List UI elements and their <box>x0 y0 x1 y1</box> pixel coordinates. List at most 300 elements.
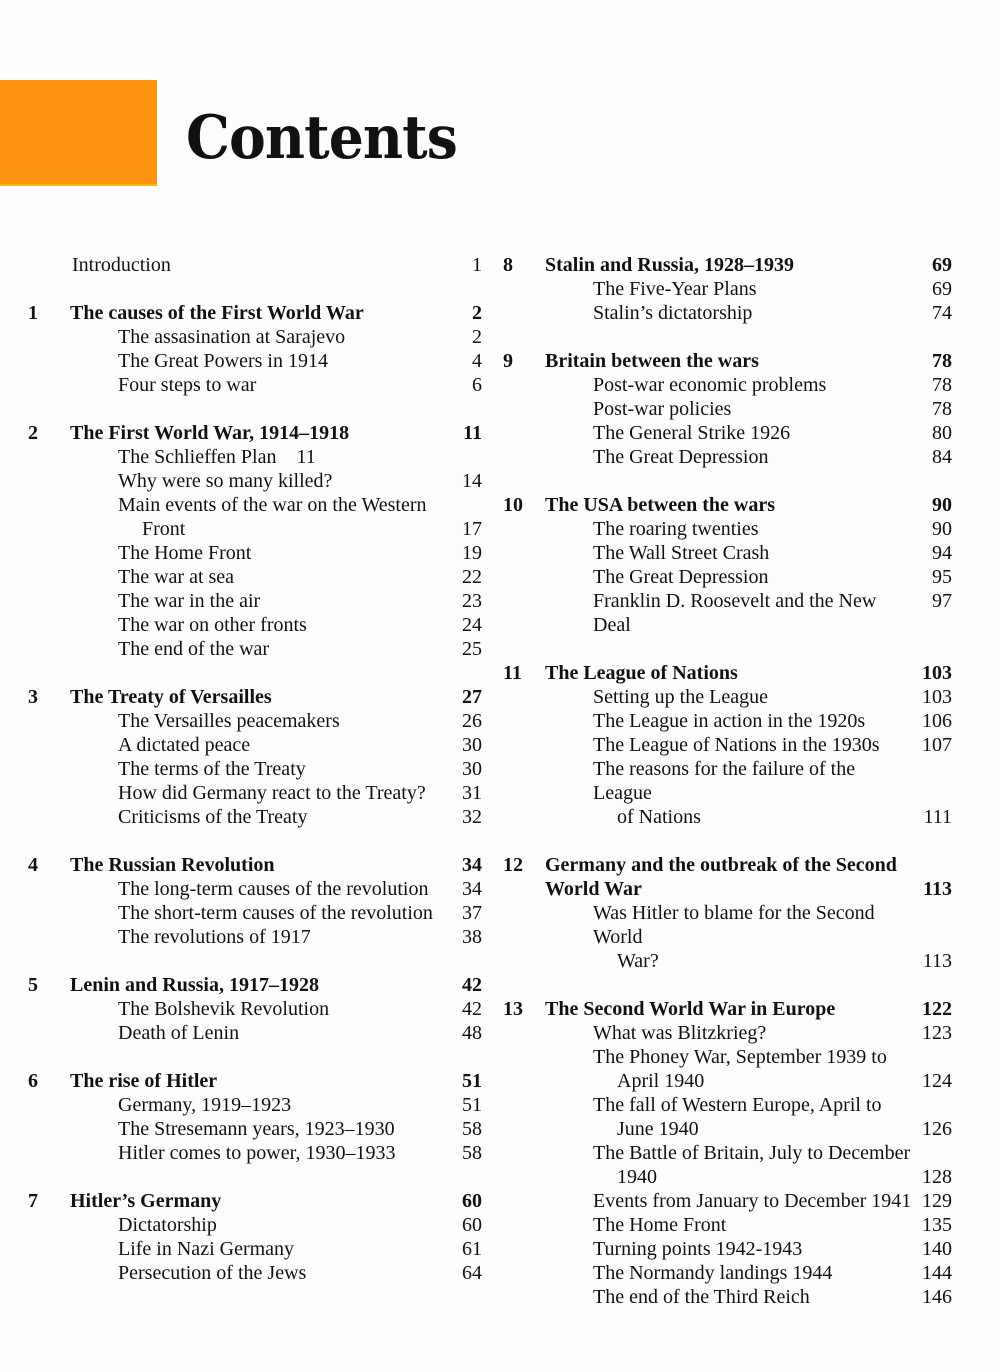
section-entry[interactable] <box>497 301 952 325</box>
section-entry[interactable] <box>22 925 482 949</box>
chapter-title: The Treaty of Versailles <box>70 686 272 708</box>
section-entry[interactable] <box>22 733 482 757</box>
chapter-title: Germany and the outbreak of the Second <box>545 854 897 876</box>
chapter-number: 5 <box>28 974 38 996</box>
section-entry[interactable] <box>497 1213 952 1237</box>
section-title-text: The reasons for the failure of the League <box>593 758 856 804</box>
section-title <box>545 685 912 709</box>
section-entry[interactable] <box>497 685 952 709</box>
section-entry[interactable] <box>22 1117 482 1141</box>
section-title <box>70 733 442 757</box>
spacer <box>22 373 70 397</box>
section-entry[interactable] <box>22 1213 482 1237</box>
chapter-block <box>22 973 482 1045</box>
section-entry[interactable] <box>22 877 482 901</box>
section-page: 146 <box>922 1286 952 1308</box>
spacer <box>22 1117 70 1141</box>
chapter-page: 42 <box>462 974 482 996</box>
section-title <box>70 781 442 805</box>
section-entry[interactable] <box>497 1093 952 1117</box>
section-title <box>545 421 912 445</box>
chapter-title: Stalin and Russia, 1928–1939 <box>545 254 794 276</box>
chapter-page <box>912 853 952 877</box>
chapter-page: 69 <box>932 254 952 276</box>
section-entry[interactable] <box>22 1021 482 1045</box>
spacer <box>497 949 545 973</box>
chapter-heading[interactable] <box>497 661 952 685</box>
section-title <box>70 373 442 397</box>
section-title-text: The revolutions of 1917 <box>118 926 311 948</box>
section-entry[interactable] <box>22 373 482 397</box>
section-title-text: The Great Powers in 1914 <box>118 350 328 372</box>
section-page: 37 <box>462 902 482 924</box>
section-page <box>442 493 482 517</box>
section-page: 111 <box>923 806 952 828</box>
section-entry-continuation[interactable] <box>497 1165 952 1189</box>
chapter-list-left <box>22 301 482 1285</box>
toc-entry-introduction[interactable] <box>22 253 482 277</box>
section-title <box>545 445 912 469</box>
section-entry[interactable] <box>22 1237 482 1261</box>
section-title-text: The Phoney War, September 1939 to <box>593 1046 887 1068</box>
section-entry[interactable] <box>497 1261 952 1285</box>
orange-accent-block <box>0 80 157 186</box>
chapter-block <box>497 493 952 637</box>
spacer <box>497 301 545 325</box>
section-entry[interactable] <box>497 733 952 757</box>
spacer <box>497 1237 545 1261</box>
section-entry[interactable] <box>22 997 482 1021</box>
section-title-text: The terms of the Treaty <box>118 758 306 780</box>
section-title-text: The war on other fronts <box>118 614 307 636</box>
chapter-heading[interactable] <box>22 853 482 877</box>
section-title <box>545 373 912 397</box>
chapter-block <box>497 997 952 1309</box>
section-page: 58 <box>462 1118 482 1140</box>
chapter-number: 12 <box>503 854 523 876</box>
chapter-heading[interactable] <box>497 349 952 373</box>
spacer <box>22 589 70 613</box>
section-entry[interactable] <box>22 325 482 349</box>
section-title-text: Franklin D. Roosevelt and the New Deal <box>593 590 877 636</box>
spacer <box>497 685 545 709</box>
section-title <box>545 1261 912 1285</box>
section-entry[interactable] <box>22 709 482 733</box>
section-title <box>545 541 912 565</box>
chapter-number: 6 <box>28 1070 38 1092</box>
chapter-page: 78 <box>932 350 952 372</box>
section-entry[interactable] <box>497 1237 952 1261</box>
section-page: 80 <box>932 422 952 444</box>
section-title <box>545 901 912 949</box>
section-entry[interactable] <box>497 1141 952 1165</box>
spacer <box>497 805 545 829</box>
spacer <box>22 757 70 781</box>
section-title-text: The fall of Western Europe, April to <box>593 1094 882 1116</box>
section-entry[interactable] <box>497 565 952 589</box>
section-title-text: The Great Depression <box>593 566 769 588</box>
chapter-page: 103 <box>922 662 952 684</box>
chapter-block <box>497 253 952 325</box>
contents-column-left <box>22 253 482 1309</box>
chapter-block <box>22 853 482 949</box>
chapter-block <box>497 853 952 973</box>
chapter-block <box>22 685 482 829</box>
section-title-text: The League of Nations in the 1930s <box>593 734 880 756</box>
section-title-text: The Schlieffen Plan <box>118 446 277 468</box>
section-title <box>545 1141 912 1165</box>
section-entry-continuation[interactable] <box>497 949 952 973</box>
chapter-page: 60 <box>462 1190 482 1212</box>
spacer <box>497 1021 545 1045</box>
section-entry[interactable] <box>22 445 482 469</box>
section-page: 124 <box>922 1070 952 1092</box>
section-title-text: Persecution of the Jews <box>118 1262 307 1284</box>
spacer <box>497 1045 545 1069</box>
section-title-text: The Versailles peacemakers <box>118 710 340 732</box>
chapter-heading[interactable] <box>497 997 952 1021</box>
spacer <box>22 445 70 469</box>
section-entry[interactable] <box>22 613 482 637</box>
section-entry[interactable] <box>22 1261 482 1285</box>
chapter-number: 7 <box>28 1190 38 1212</box>
section-entry[interactable] <box>22 637 482 661</box>
section-entry[interactable] <box>22 589 482 613</box>
section-page <box>912 1141 952 1165</box>
section-title <box>545 1237 912 1261</box>
section-title-text: The League in action in the 1920s <box>593 710 866 732</box>
section-entry[interactable] <box>22 805 482 829</box>
section-title-text: The Normandy landings 1944 <box>593 1262 833 1284</box>
page-title: Contents <box>186 103 457 173</box>
section-title-text: The Stresemann years, 1923–1930 <box>118 1118 395 1140</box>
section-title <box>70 1093 442 1117</box>
spacer <box>497 1189 545 1213</box>
chapter-number: 2 <box>28 422 38 444</box>
section-entry[interactable] <box>22 541 482 565</box>
chapter-title: The causes of the First World War <box>70 302 364 324</box>
section-title <box>545 733 912 757</box>
section-title-text: The Home Front <box>118 542 252 564</box>
section-page: 2 <box>472 326 482 348</box>
section-page: 126 <box>922 1118 952 1140</box>
section-title <box>545 517 912 541</box>
section-page: 34 <box>462 878 482 900</box>
spacer <box>22 709 70 733</box>
section-title <box>70 1021 442 1045</box>
section-entry-continuation[interactable] <box>497 1069 952 1093</box>
spacer <box>497 373 545 397</box>
section-title-continuation: Front <box>142 518 186 540</box>
section-title <box>70 1141 442 1165</box>
section-page: 140 <box>922 1238 952 1260</box>
chapter-title-continuation: World War <box>545 878 642 900</box>
section-title-text: The end of the Third Reich <box>593 1286 810 1308</box>
section-title <box>70 541 442 565</box>
section-page: 128 <box>922 1166 952 1188</box>
chapter-heading[interactable] <box>22 301 482 325</box>
introduction-page: 1 <box>472 254 482 276</box>
section-entry[interactable] <box>497 589 952 637</box>
spacer <box>22 613 70 637</box>
spacer <box>22 565 70 589</box>
section-page: 6 <box>472 374 482 396</box>
section-entry[interactable] <box>497 1045 952 1069</box>
spacer <box>497 277 545 301</box>
section-entry[interactable] <box>22 901 482 925</box>
spacer <box>22 637 70 661</box>
section-entry[interactable] <box>497 757 952 805</box>
spacer <box>22 877 70 901</box>
section-page: 144 <box>922 1262 952 1284</box>
chapter-block <box>22 421 482 661</box>
chapter-page: 11 <box>463 422 482 444</box>
section-page <box>912 1045 952 1069</box>
section-entry-continuation[interactable] <box>22 517 482 541</box>
chapter-number: 11 <box>503 662 522 684</box>
section-entry[interactable] <box>22 493 482 517</box>
section-page: 135 <box>922 1214 952 1236</box>
section-page: 95 <box>932 566 952 588</box>
section-entry[interactable] <box>497 901 952 949</box>
chapter-heading[interactable] <box>22 1069 482 1093</box>
section-page: 23 <box>462 590 482 612</box>
section-title <box>70 709 442 733</box>
section-entry[interactable] <box>497 1285 952 1309</box>
chapter-title: The First World War, 1914–1918 <box>70 422 350 444</box>
section-title <box>70 589 442 613</box>
section-title <box>545 1189 912 1213</box>
chapter-number: 3 <box>28 686 38 708</box>
spacer <box>497 1069 545 1093</box>
section-page: 90 <box>932 518 952 540</box>
section-page: 74 <box>932 302 952 324</box>
section-entry[interactable] <box>22 565 482 589</box>
spacer <box>22 805 70 829</box>
chapter-block <box>22 1069 482 1165</box>
section-page: 31 <box>462 782 482 804</box>
chapter-number: 1 <box>28 302 38 324</box>
chapter-heading[interactable] <box>22 685 482 709</box>
section-title <box>70 349 442 373</box>
section-title-text: The Battle of Britain, July to December <box>593 1142 911 1164</box>
section-title-continuation: War? <box>617 950 659 972</box>
section-title <box>545 1213 912 1237</box>
spacer <box>497 421 545 445</box>
section-page: 103 <box>922 686 952 708</box>
introduction-label: Introduction <box>72 254 171 276</box>
section-title <box>70 1237 442 1261</box>
chapter-heading-continuation[interactable] <box>497 877 952 901</box>
chapter-number: 13 <box>503 998 523 1020</box>
section-title-text: Why were so many killed? <box>118 470 333 492</box>
chapter-page: 90 <box>932 494 952 516</box>
spacer <box>497 1261 545 1285</box>
section-title <box>70 997 442 1021</box>
spacer <box>22 733 70 757</box>
chapter-title: The USA between the wars <box>545 494 775 516</box>
section-title <box>70 901 442 925</box>
section-title-text: Dictatorship <box>118 1214 217 1236</box>
section-entry[interactable] <box>497 373 952 397</box>
spacer <box>22 469 70 493</box>
section-entry-continuation[interactable] <box>497 805 952 829</box>
spacer <box>497 709 545 733</box>
chapter-page: 122 <box>922 998 952 1020</box>
spacer <box>22 1141 70 1165</box>
section-entry[interactable] <box>22 349 482 373</box>
section-entry[interactable] <box>497 1189 952 1213</box>
section-title <box>545 1021 912 1045</box>
section-title <box>70 1261 442 1285</box>
section-title-text: The war in the air <box>118 590 261 612</box>
chapter-heading[interactable] <box>22 973 482 997</box>
section-entry[interactable] <box>22 757 482 781</box>
section-title-text: Turning points 1942-1943 <box>593 1238 803 1260</box>
spacer <box>22 997 70 1021</box>
section-title <box>70 445 442 469</box>
section-entry[interactable] <box>497 445 952 469</box>
section-entry[interactable] <box>497 421 952 445</box>
chapter-title: Lenin and Russia, 1917–1928 <box>70 974 319 996</box>
section-page: 123 <box>922 1022 952 1044</box>
chapter-heading[interactable] <box>22 421 482 445</box>
section-title-continuation: June 1940 <box>617 1118 699 1140</box>
section-page: 64 <box>462 1262 482 1284</box>
section-entry-continuation[interactable] <box>497 1117 952 1141</box>
section-page: 32 <box>462 806 482 828</box>
section-title-text: What was Blitzkrieg? <box>593 1022 767 1044</box>
section-title <box>545 1045 912 1069</box>
spacer <box>497 733 545 757</box>
section-entry[interactable] <box>497 277 952 301</box>
chapter-block <box>497 661 952 829</box>
chapter-page: 113 <box>923 878 952 900</box>
section-page: 4 <box>472 350 482 372</box>
section-title-text: The assasination at Sarajevo <box>118 326 346 348</box>
spacer <box>497 1285 545 1309</box>
section-page: 78 <box>932 398 952 420</box>
section-page: 107 <box>922 734 952 756</box>
section-page: 78 <box>932 374 952 396</box>
section-title-text: The short-term causes of the revolution <box>118 902 433 924</box>
section-page: 25 <box>462 638 482 660</box>
section-title <box>70 493 442 517</box>
section-title <box>545 1093 912 1117</box>
section-title-text: The war at sea <box>118 566 235 588</box>
section-page: 97 <box>932 590 952 612</box>
section-entry[interactable] <box>22 1093 482 1117</box>
spacer <box>497 901 545 949</box>
spacer <box>22 1093 70 1117</box>
chapter-number: 4 <box>28 854 38 876</box>
section-title-text: The roaring twenties <box>593 518 759 540</box>
section-title-text: The Great Depression <box>593 446 769 468</box>
spacer <box>497 1213 545 1237</box>
section-title-text: Post-war policies <box>593 398 732 420</box>
section-page <box>912 757 952 805</box>
section-page: 24 <box>462 614 482 636</box>
section-entry[interactable] <box>497 1021 952 1045</box>
section-page <box>442 445 482 469</box>
chapter-page: 27 <box>462 686 482 708</box>
chapter-title: The Second World War in Europe <box>545 998 836 1020</box>
section-entry[interactable] <box>497 709 952 733</box>
section-title-text: Events from January to December 1941 <box>593 1190 912 1212</box>
section-title <box>545 565 912 589</box>
section-title-text: The Wall Street Crash <box>593 542 770 564</box>
chapter-heading[interactable] <box>497 493 952 517</box>
section-title-text: Germany, 1919–1923 <box>118 1094 292 1116</box>
chapter-heading[interactable] <box>497 853 952 877</box>
section-title-text: Main events of the war on the Western <box>118 494 427 516</box>
section-title-text: The Home Front <box>593 1214 727 1236</box>
section-page: 113 <box>922 950 952 972</box>
chapter-block <box>497 349 952 469</box>
section-page: 69 <box>932 278 952 300</box>
chapter-page: 51 <box>462 1070 482 1092</box>
section-title-text: Post-war economic problems <box>593 374 827 396</box>
section-page: 84 <box>932 446 952 468</box>
spacer <box>22 493 70 517</box>
section-title <box>70 469 442 493</box>
spacer <box>497 589 545 637</box>
spacer <box>497 517 545 541</box>
chapter-heading[interactable] <box>22 1189 482 1213</box>
section-entry[interactable] <box>22 1141 482 1165</box>
section-title <box>545 589 912 637</box>
chapter-number: 9 <box>503 350 513 372</box>
section-title <box>545 301 912 325</box>
section-title-text: Life in Nazi Germany <box>118 1238 295 1260</box>
spacer <box>22 1261 70 1285</box>
spacer <box>497 541 545 565</box>
section-entry[interactable] <box>497 517 952 541</box>
section-entry[interactable] <box>497 397 952 421</box>
section-entry[interactable] <box>22 781 482 805</box>
section-title-text: A dictated peace <box>118 734 251 756</box>
section-title-text: The Five-Year Plans <box>593 278 757 300</box>
section-title <box>70 925 442 949</box>
spacer <box>497 1117 545 1141</box>
section-page: 26 <box>462 710 482 732</box>
section-title <box>70 805 442 829</box>
section-page: 129 <box>922 1190 952 1212</box>
section-title <box>70 565 442 589</box>
spacer <box>22 349 70 373</box>
section-title-continuation: 1940 <box>617 1166 657 1188</box>
section-page <box>912 901 952 949</box>
section-page: 58 <box>462 1142 482 1164</box>
section-entry[interactable] <box>497 541 952 565</box>
chapter-page: 34 <box>462 854 482 876</box>
section-entry[interactable] <box>22 469 482 493</box>
section-title <box>70 1117 442 1141</box>
section-page: 19 <box>462 542 482 564</box>
section-title-text: The Bolshevik Revolution <box>118 998 330 1020</box>
section-title <box>70 613 442 637</box>
chapter-heading[interactable] <box>497 253 952 277</box>
chapter-title: The rise of Hitler <box>70 1070 218 1092</box>
chapter-number: 10 <box>503 494 523 516</box>
section-title-text: The long-term causes of the revolution <box>118 878 429 900</box>
spacer <box>22 1213 70 1237</box>
section-title <box>545 397 912 421</box>
section-title <box>545 277 912 301</box>
contents-column-right <box>497 253 952 1333</box>
section-page: 30 <box>462 758 482 780</box>
spacer <box>22 781 70 805</box>
